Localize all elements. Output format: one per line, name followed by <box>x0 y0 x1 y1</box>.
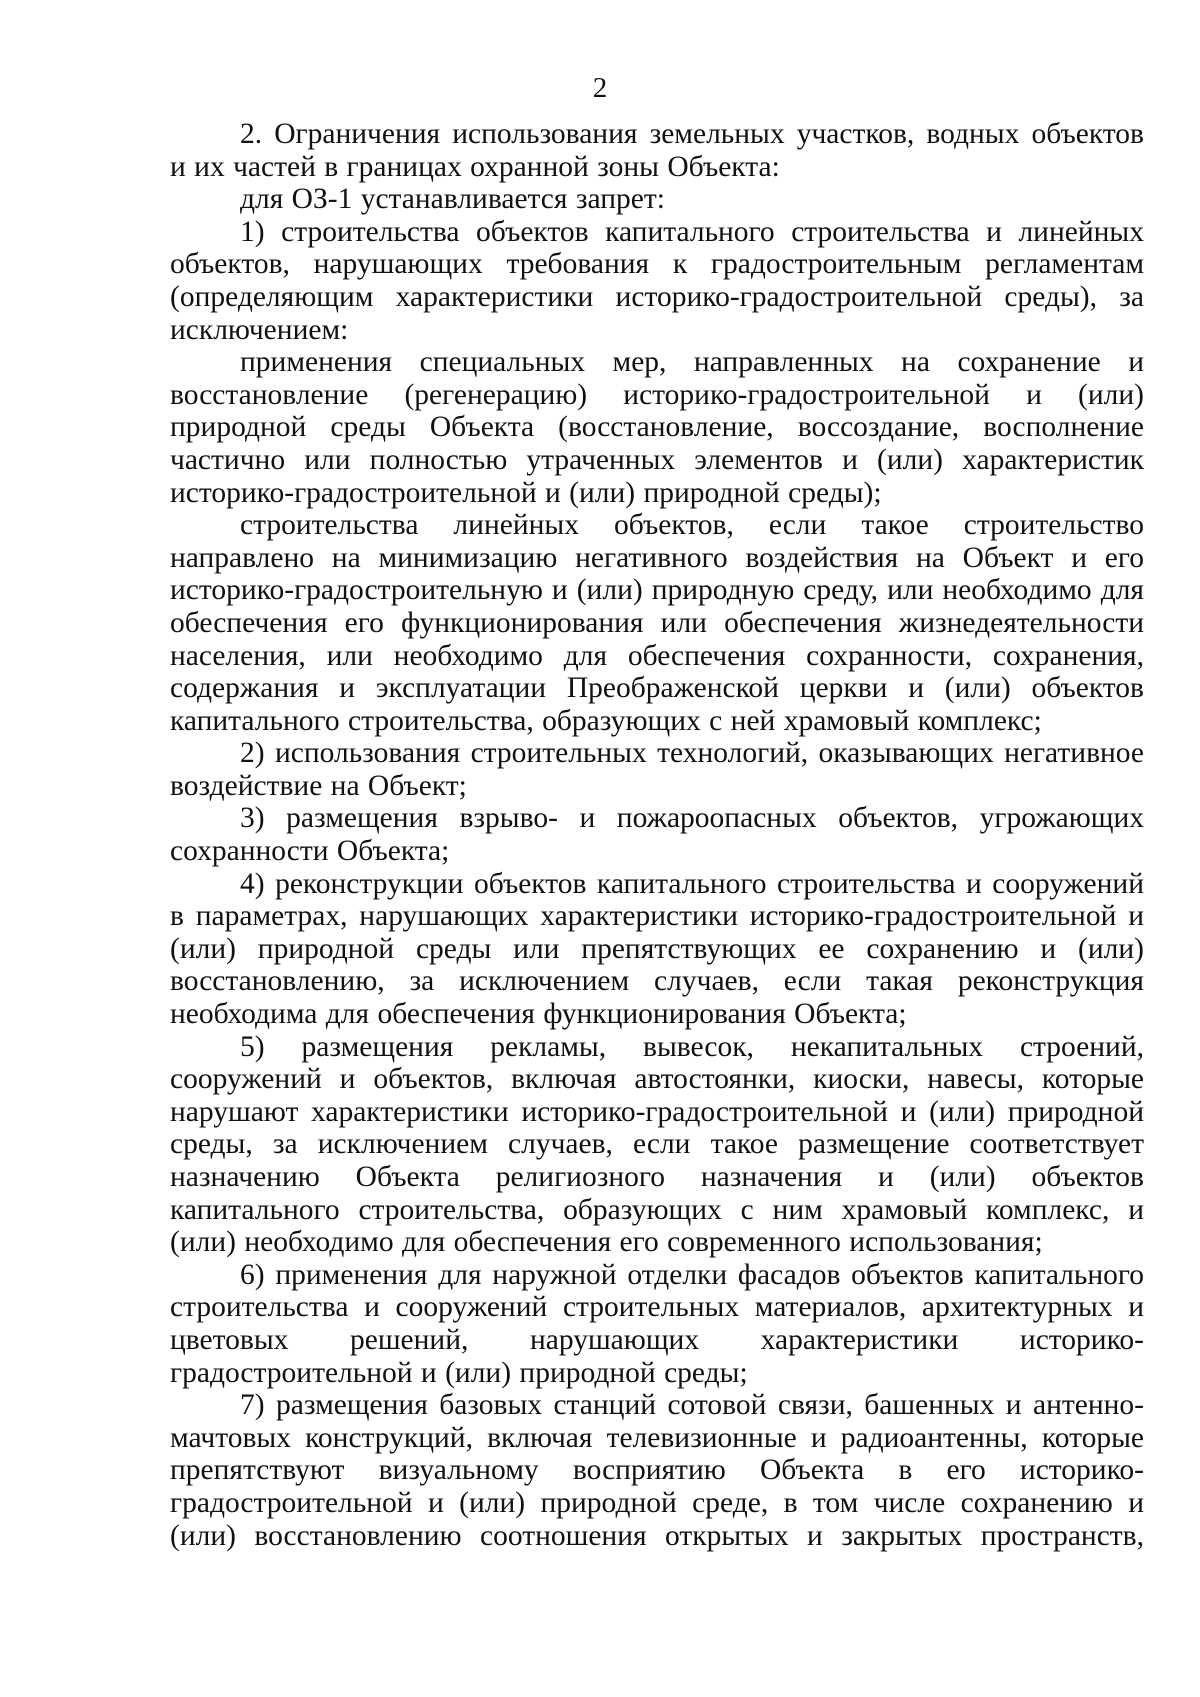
paragraph-exception-special-measures: применения специальных мер, направленных на сохранение и восстановление (регенерацию) историко-градостроительной и (или) природной среды Объекта (восстановление, воссоздание, восполнение частично или полностью утраченных элементов и (или) характеристик историко-градостроительной и (или) природной среды); <box>170 346 1144 509</box>
document-body <box>170 118 1144 1552</box>
paragraph-restrictions-intro: 2. Ограничения использования земельных участков, водных объектов и их частей в границах охранной зоны Объекта: <box>170 118 1144 183</box>
paragraph-item-6: 6) применения для наружной отделки фасадов объектов капитального строительства и сооружений строительных материалов, архитектурных и цветовых решений, нарушающих характеристики историко-градостроительной и (или) природной среды; <box>170 1258 1144 1389</box>
paragraph-item-3: 3) размещения взрыво- и пожароопасных объектов, угрожающих сохранности Объекта; <box>170 802 1144 868</box>
paragraph-item-1: 1) строительства объектов капитального строительства и линейных объектов, нарушающих требования к градостроительным регламентам (определяющим характеристики историко-градостроительной среды), за исключением: <box>170 215 1144 346</box>
paragraph-oz1-ban: для ОЗ-1 устанавливается запрет: <box>240 183 665 216</box>
paragraph-item-7: 7) размещения базовых станций сотовой связи, башенных и антенно-мачтовых конструкций, включая телевизионные и радиоантенны, которые препятствуют визуальному восприятию Объекта в его историко-градостроительной и (или) природной среде, в том числе сохранению и (или) восстановлению соотношения открытых и закрытых пространств, <box>170 1389 1144 1552</box>
paragraph-item-4: 4) реконструкции объектов капитального строительства и сооружений в параметрах, нарушающих характеристики историко-градостроительной и (или) природной среды или препятствующих ее сохранению и (или) восстановлению, за исключением случаев, если такая реконструкция необходима для обеспечения функционирования Объекта; <box>170 867 1144 1031</box>
paragraph-item-2: 2) использования строительных технологий, оказывающих негативное воздействие на Объект; <box>170 737 1144 802</box>
paragraph-item-5: 5) размещения рекламы, вывесок, некапитальных строений, сооружений и объектов, включая автостоянки, киоски, навесы, которые нарушают характеристики историко-градостроительной и (или) природной среды, за исключением случаев, если такое размещение соответствует назначению Объекта религиозного назначения и (или) объектов капитального строительства, образующих с ним храмовый комплекс, и (или) необходимо для обеспечения его современного использования; <box>170 1030 1144 1259</box>
page-number: 2 <box>592 72 608 104</box>
paragraph-exception-linear-objects: строительства линейных объектов, если такое строительство направлено на минимизацию негативного воздействия на Объект и его историко-градостроительную и (или) природную среду, или необходимо для обеспечения его функционирования или обеспечения жизнедеятельности населения, или необходимо для обеспечения сохранности, сохранения, содержания и эксплуатации Преображенской церкви и (или) объектов капитального строительства, образующих с ней храмовый комплекс; <box>170 509 1144 737</box>
